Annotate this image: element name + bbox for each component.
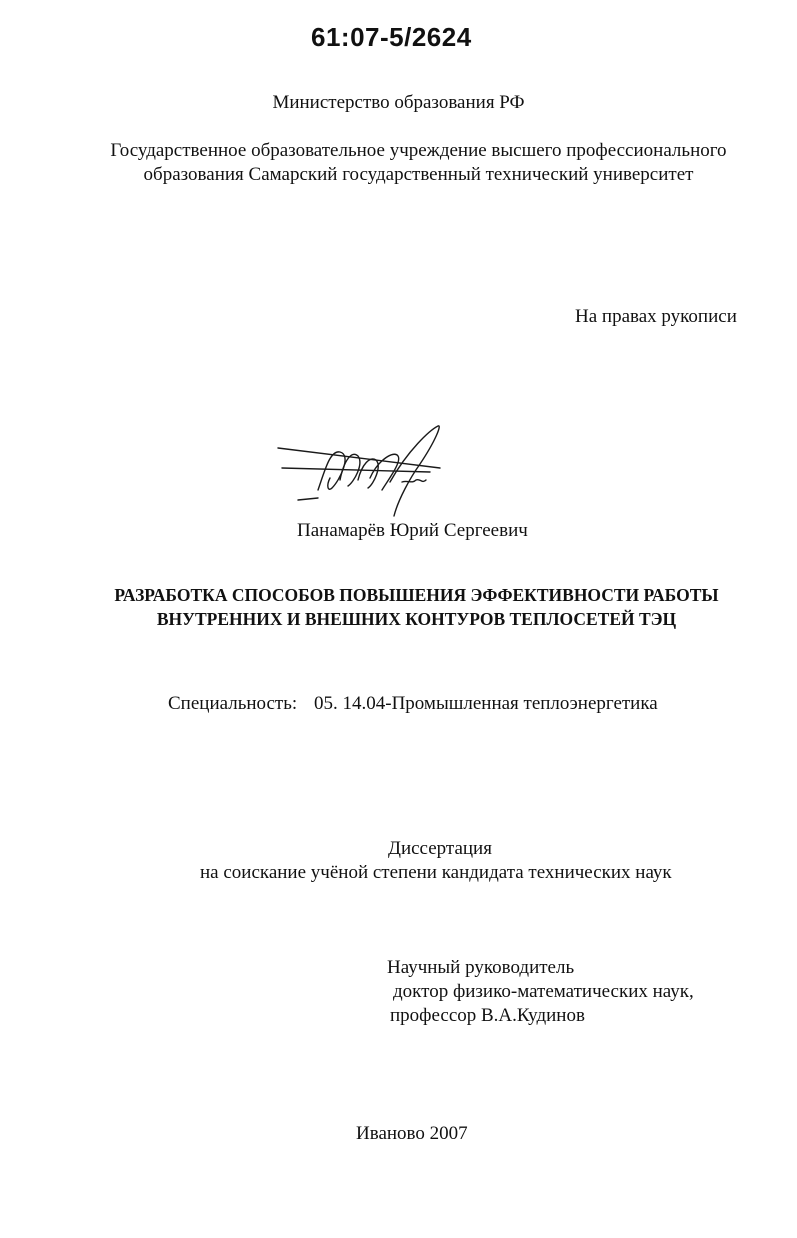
title-line-2: ВНУТРЕННИХ И ВНЕШНИХ КОНТУРОВ ТЕПЛОСЕТЕЙ ТЭЦ — [156, 609, 677, 629]
dissertation-degree: на соискание учёной степени кандидата технических наук — [200, 862, 672, 883]
specialty-label: Специальность: — [168, 693, 298, 714]
archive-code: 61:07-5/2624 — [311, 22, 472, 52]
dissertation-label: Диссертация — [388, 838, 492, 859]
city-year: Иваново 2007 — [356, 1123, 468, 1144]
title-line-1: РАЗРАБОТКА СПОСОБОВ ПОВЫШЕНИЯ ЭФФЕКТИВНОСТИ РАБОТЫ — [114, 585, 719, 605]
institution-line-2: образования Самарский государственный технический университет — [143, 164, 694, 185]
supervisor-degree: доктор физико-математических наук, — [393, 981, 694, 1002]
institution-line-1: Государственное образовательное учреждение высшего профессионального — [110, 140, 727, 161]
supervisor-label: Научный руководитель — [387, 957, 575, 978]
specialty-value: 05. 14.04-Промышленная теплоэнергетика — [314, 693, 658, 714]
supervisor-name: профессор В.А.Кудинов — [390, 1005, 585, 1026]
manuscript-note: На правах рукописи — [575, 306, 737, 327]
author-name: Панамарёв Юрий Сергеевич — [297, 520, 528, 541]
ministry-name: Министерство образования РФ — [272, 92, 525, 113]
author-signature — [270, 420, 460, 530]
